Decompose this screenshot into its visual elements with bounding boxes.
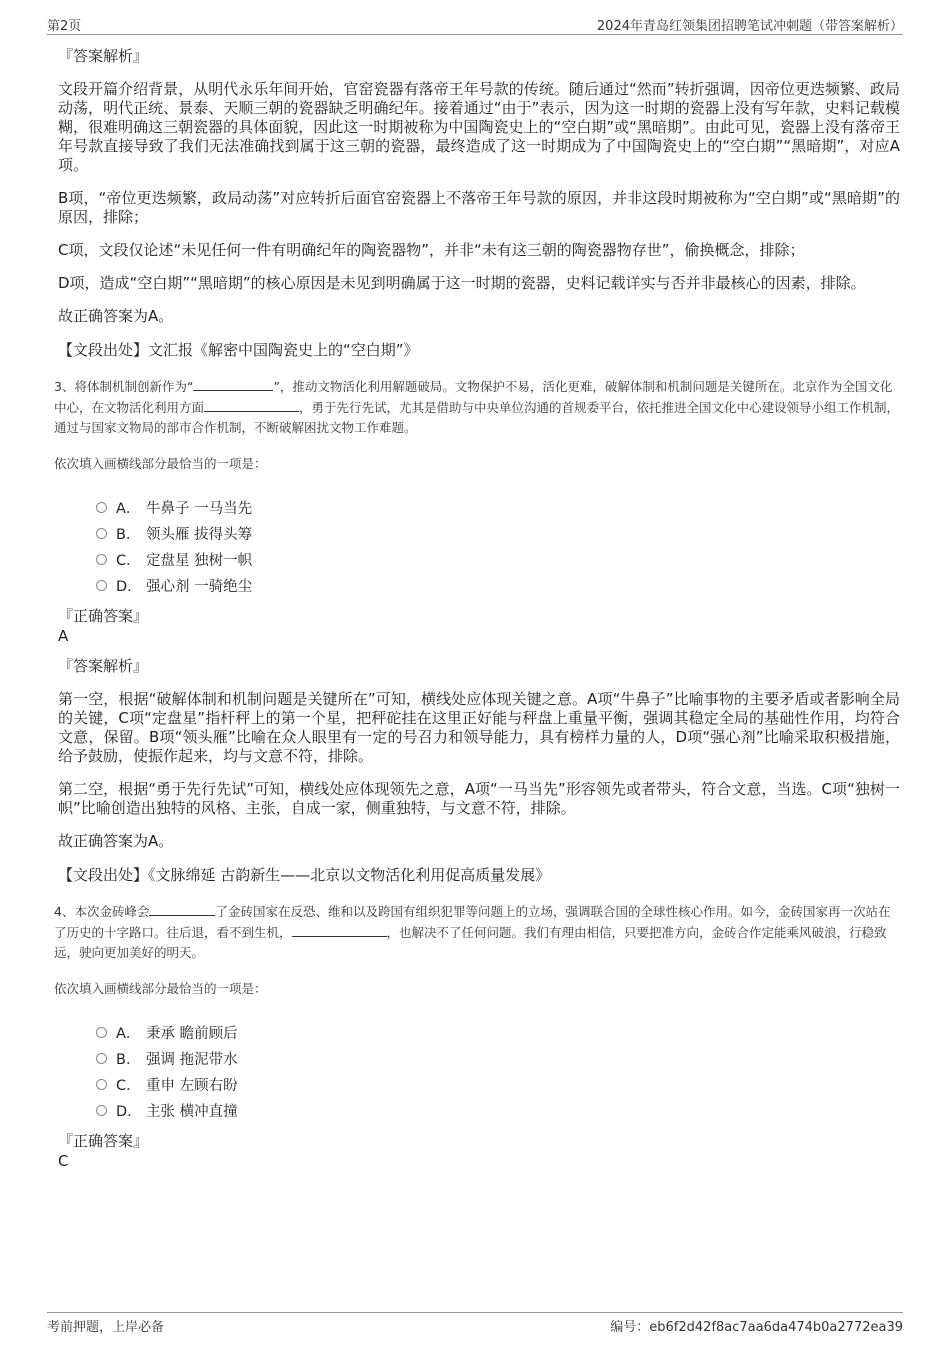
q3-options [96, 494, 900, 598]
radio-icon[interactable] [96, 528, 107, 539]
q4-hint: 依次填入画横线部分最恰当的一项是： [54, 981, 267, 996]
q3-conclusion: 故正确答案为A。 [58, 832, 174, 850]
option-text: 强调 拖泥带水 [146, 1051, 238, 1068]
q3-text-part3: ，勇于先行先试，尤其是借助与中央单位沟通的首规委平台，依托推进全国文化中心建设领导小组工作机制，通过与国家文物局的部市合作机制，不断破解困扰文物工作难题。 [54, 400, 900, 435]
q3-blank-1 [193, 376, 273, 391]
page-footer [47, 1312, 903, 1333]
q4-blank-1 [149, 901, 215, 916]
radio-icon[interactable] [96, 1027, 107, 1038]
option-text: 定盘星 独树一帜 [146, 552, 253, 569]
q3-answer: A [58, 627, 69, 645]
radio-icon[interactable] [96, 554, 107, 565]
footer-slogan: 考前押题，上岸必备 [47, 1320, 165, 1335]
q4-text-part3: ，也解决不了任何问题。我们有理由相信，只要把准方向，金砖合作定能乘风破浪，行稳致远，驶向更加美好的明天。 [54, 925, 887, 960]
q4-answer: C [58, 1152, 69, 1170]
q3-blank-2 [204, 397, 299, 412]
option-text: 重申 左顾右盼 [146, 1077, 238, 1094]
document-title: 2024年青岛红领集团招聘笔试冲刺题（带答案解析） [596, 19, 903, 34]
q3-answer-label: 『正确答案』 [58, 607, 149, 625]
q2-conclusion: 故正确答案为A。 [58, 307, 174, 325]
q3-analysis-label: 『答案解析』 [58, 657, 149, 675]
q3-option-a[interactable] [96, 494, 900, 520]
q4-blank-2 [292, 922, 387, 937]
page-number: 第2页 [47, 19, 82, 34]
q3-option-b[interactable] [96, 520, 900, 546]
q3-hint: 依次填入画横线部分最恰当的一项是： [54, 456, 267, 471]
option-letter: A． [116, 500, 141, 517]
option-text: 领头雁 拔得头筹 [146, 526, 253, 543]
q2-analysis-label: 『答案解析』 [58, 47, 149, 65]
q3-analysis-p1: 第一空，根据“破解体制和机制问题是关键所在”可知，横线处应体现关键之意。A项“牛鼻子”比喻事物的主要矛盾或者影响全局的关键，C项“定盘星”指杆秤上的第一个星，把秤砣挂在这里正好能与秤盘上重量平衡，强调其稳定全局的基础性作用，均符合文意，保留。B项“领头雁”比喻在众人眼里有一定的号召力和领导能力，具有榜样力量的人，D项“强心剂”比喻采取积极措施，给予鼓励，使振作起来，均与文意不符，排除。 [58, 690, 900, 765]
option-letter: C． [116, 1077, 141, 1094]
q2-analysis-p1: 文段开篇介绍背景，从明代永乐年间开始，官窑瓷器有落帝王年号款的传统。随后通过“然而”转折强调，因帝位更迭频繁、政局动荡，明代正统、景泰、天顺三朝的瓷器缺乏明确纪年。接着通过“由于”表示，因为这一时期的瓷器上没有写年款，史料记载模糊，很难明确这三朝瓷器的具体面貌，因此这一时期被称为中国陶瓷史上的“空白期”或“黑暗期”。由此可见，瓷器上没有落帝王年号款直接导致了我们无法准确找到属于这三朝的瓷器，最终造成了这一时期成为了中国陶瓷史上的“空白期”“黑暗期”，对应A项。 [58, 80, 900, 174]
q2-source: 【文段出处】文汇报《解密中国陶瓷史上的“空白期”》 [58, 341, 419, 359]
q4-option-d[interactable] [96, 1097, 900, 1123]
option-text: 强心剂 一骑绝尘 [146, 578, 253, 595]
q4-options [96, 1019, 900, 1123]
q3-question [54, 376, 900, 438]
q2-analysis-p4: D项，造成“空白期”“黑暗期”的核心原因是未见到明确属于这一时期的瓷器，史料记载详实与否并非最核心的因素，排除。 [58, 274, 866, 292]
q3-source: 【文段出处】《文脉绵延 古韵新生——北京以文物活化利用促高质量发展》 [58, 866, 551, 884]
document-serial: 编号：eb6f2d42f8ac7aa6da474b0a2772ea39 [610, 1320, 903, 1335]
q4-option-a[interactable] [96, 1019, 900, 1045]
option-letter: B． [116, 1051, 141, 1068]
option-letter: B． [116, 526, 141, 543]
q3-option-d[interactable] [96, 572, 900, 598]
q3-option-c[interactable] [96, 546, 900, 572]
option-letter: D． [116, 578, 142, 595]
option-letter: D． [116, 1103, 142, 1120]
page-header [47, 12, 903, 35]
option-text: 主张 横冲直撞 [146, 1103, 238, 1120]
radio-icon[interactable] [96, 502, 107, 513]
option-text: 秉承 瞻前顾后 [146, 1025, 238, 1042]
radio-icon[interactable] [96, 580, 107, 591]
q2-analysis-p3: C项，文段仅论述“未见任何一件有明确纪年的陶瓷器物”，并非“未有这三朝的陶瓷器物存世”，偷换概念，排除； [58, 241, 805, 259]
q2-analysis-p2: B项，“帝位更迭频繁，政局动荡”对应转折后面官窑瓷器上不落帝王年号款的原因，并非这段时期被称为“空白期”或“黑暗期”的原因，排除； [58, 189, 900, 226]
radio-icon[interactable] [96, 1105, 107, 1116]
page-content [54, 46, 900, 1181]
q3-text-part1: 3、将体制机制创新作为“ [54, 379, 194, 394]
q4-option-c[interactable] [96, 1071, 900, 1097]
q4-text-part2: 了金砖国家在反恐、维和以及跨国有组织犯罪等问题上的立场，强调联合国的全球性核心作用。如今，金砖国家再一次站在了历史的十字路口。往后退，看不到生机， [54, 904, 891, 940]
q4-option-b[interactable] [96, 1045, 900, 1071]
q4-question [54, 901, 900, 963]
radio-icon[interactable] [96, 1053, 107, 1064]
option-text: 牛鼻子 一马当先 [146, 500, 253, 517]
q3-analysis-p2: 第二空，根据“勇于先行先试”可知，横线处应体现领先之意，A项“一马当先”形容领先或者带头，符合文意，当选。C项“独树一帜”比喻创造出独特的风格、主张，自成一家，侧重独特，与文意不符，排除。 [58, 780, 900, 817]
q3-text-part2: ”，推动文物活化利用解题破局。文物保护不易，活化更难，破解体制和机制问题是关键所在。北京作为全国文化中心，在文物活化利用方面 [54, 379, 893, 415]
q4-text-part1: 4、本次金砖峰会 [54, 904, 150, 919]
radio-icon[interactable] [96, 1079, 107, 1090]
option-letter: C． [116, 552, 141, 569]
q4-answer-label: 『正确答案』 [58, 1132, 149, 1150]
option-letter: A． [116, 1025, 141, 1042]
